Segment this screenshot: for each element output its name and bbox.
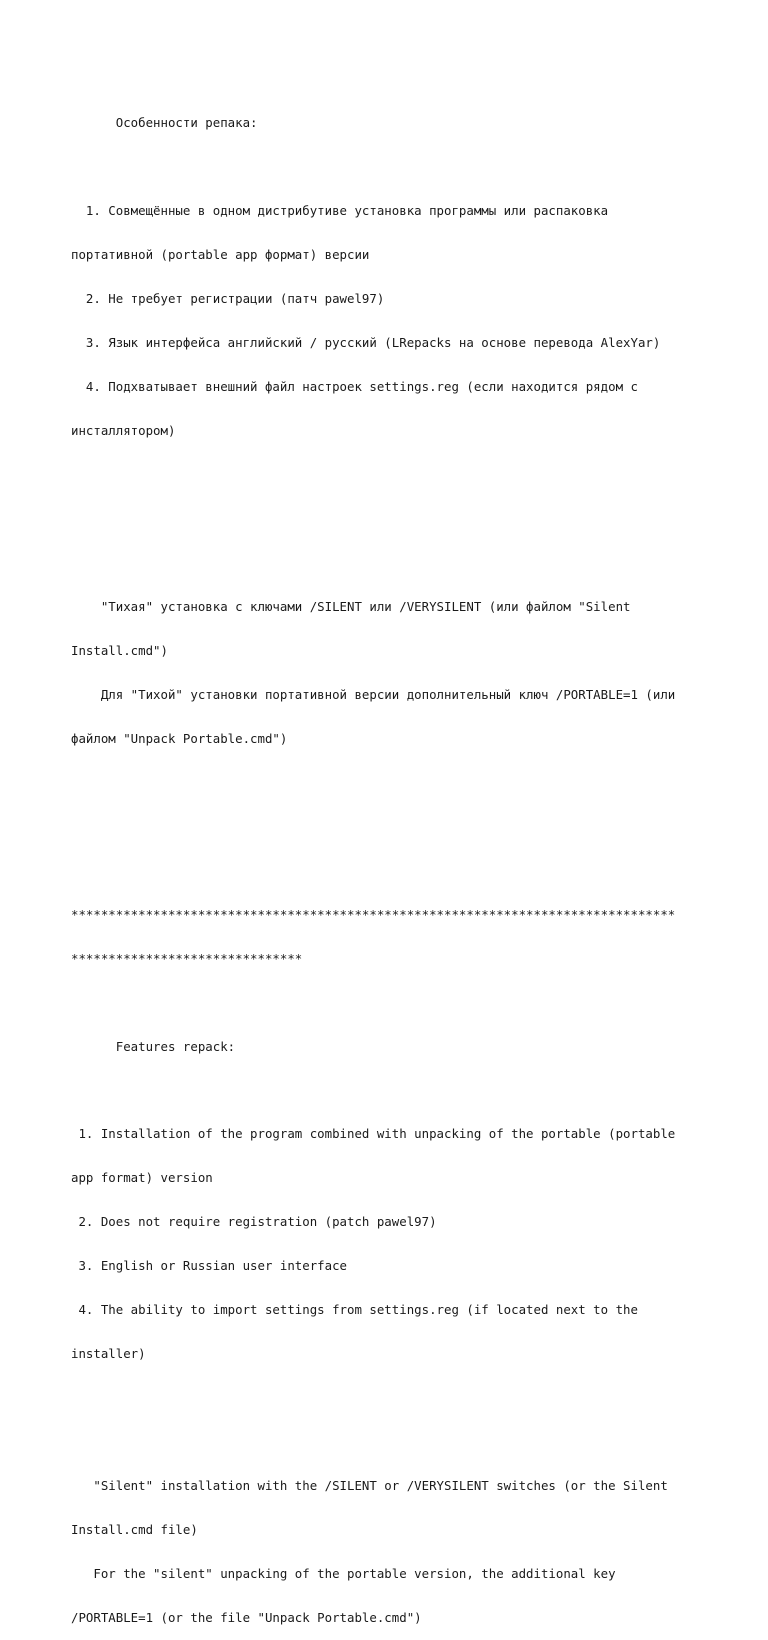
blank-line [71,1391,711,1406]
list-item-en: app format) version [71,1170,213,1186]
silent-note-ru: "Тихая" установка с ключами /SILENT или /VERYSILENT (или файлом "Silent [71,598,631,614]
list-item-ru: 3. Язык интерфейса английский / русский (LRepacks на основе перевода AlexYar) [71,335,661,351]
blank-line [71,1084,711,1099]
silent-note-en: /PORTABLE=1 (or the file "Unpack Portable.cmd") [71,1610,422,1626]
blank-line [71,512,711,527]
list-item-ru: 1. Совмещённые в одном дистрибутиве установка программы или распаковка [71,203,609,219]
silent-note-ru: Install.cmd") [71,642,168,658]
list-item-ru: 4. Подхватывает внешний файл настроек settings.reg (если находится рядом с [71,379,638,395]
list-item-ru: инсталлятором) [71,423,176,439]
blank-line [71,556,711,571]
list-item-en: 1. Installation of the program combined with unpacking of the portable (portable [71,1126,676,1142]
blank-line [71,468,711,483]
silent-note-en: "Silent" installation with the /SILENT or /VERYSILENT switches (or the Silent [71,1478,668,1494]
silent-note-en: Install.cmd file) [71,1522,198,1538]
blank-line [71,1435,711,1450]
heading-en: Features repack: [71,1038,236,1054]
list-item-ru: портативной (portable app формат) версии [71,247,370,263]
blank-line [71,160,711,175]
list-item-en: 4. The ability to import settings from settings.reg (if located next to the [71,1302,638,1318]
list-item-ru: 2. Не требует регистрации (патч pawel97) [71,291,385,307]
list-item-en: installer) [71,1346,146,1362]
silent-note-ru: Для "Тихой" установки портативной версии дополнительный ключ /PORTABLE=1 (или [71,686,676,702]
blank-line [71,820,711,835]
separator-line: ********************************************************************************* [71,906,676,922]
blank-line [71,864,711,879]
list-item-en: 2. Does not require registration (patch pawel97) [71,1214,437,1230]
document-text [71,87,711,1640]
silent-note-en: For the "silent" unpacking of the portable version, the additional key [71,1566,616,1582]
silent-note-ru: файлом "Unpack Portable.cmd") [71,730,288,746]
blank-line [71,776,711,791]
blank-line [71,996,711,1011]
separator-line: ******************************* [71,950,303,966]
list-item-en: 3. English or Russian user interface [71,1258,348,1274]
heading-ru: Особенности репака: [71,115,258,131]
